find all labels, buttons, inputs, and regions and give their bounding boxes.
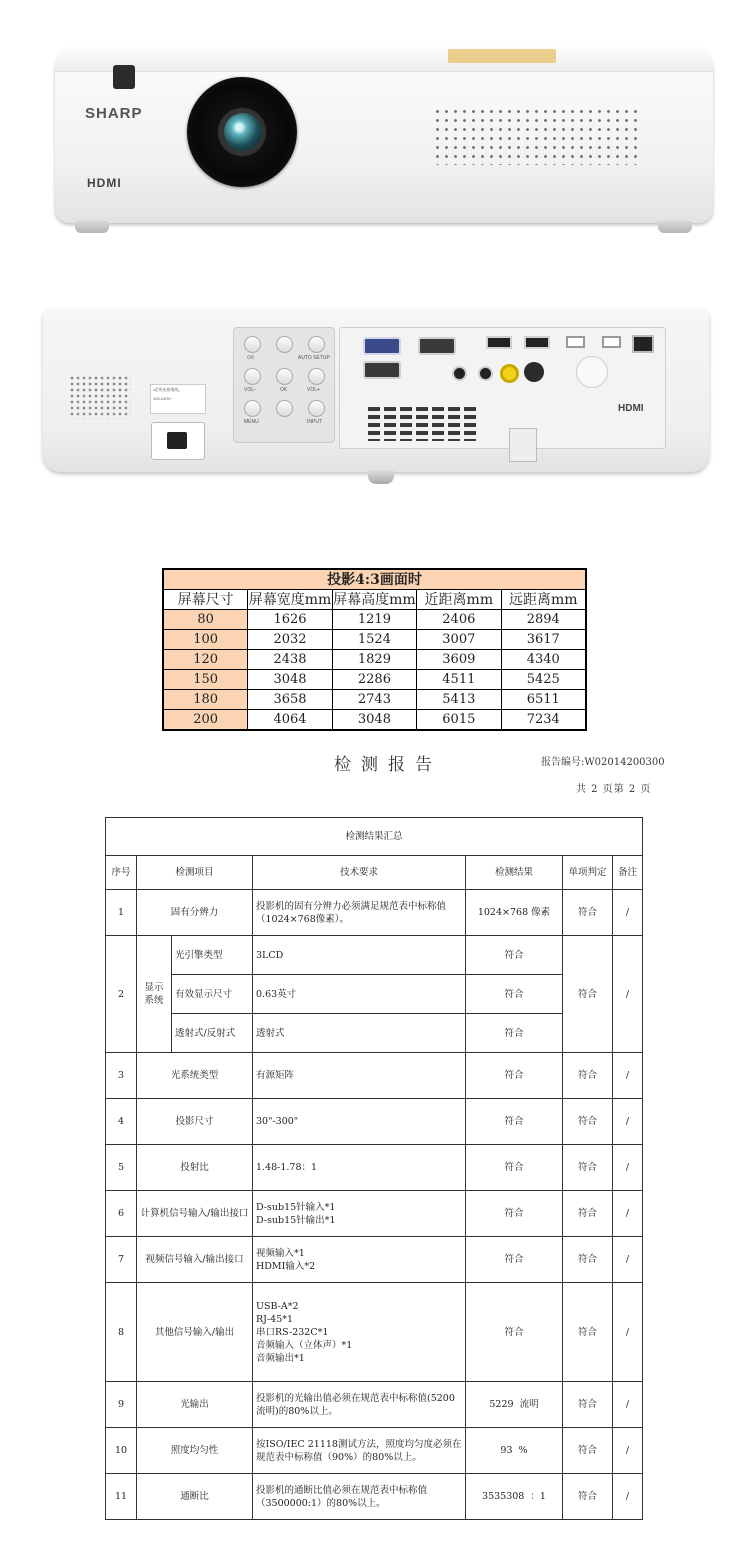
- row-result: 符合: [466, 1237, 563, 1283]
- table-row: [163, 610, 586, 630]
- auto-setup-label: AUTO SETUP: [298, 355, 330, 361]
- row-remark: /: [613, 1283, 643, 1382]
- projection-distance-table: [162, 568, 587, 731]
- cell-near: 5413: [417, 690, 501, 710]
- cell-height: 1219: [332, 610, 416, 630]
- table-row: [106, 1382, 643, 1428]
- row-remark: /: [613, 936, 643, 1053]
- row-requirement: 透射式: [253, 1014, 466, 1053]
- row-seq: 10: [106, 1428, 137, 1474]
- s-video-port-icon: [524, 362, 544, 382]
- row-requirement: 有源矩阵: [253, 1053, 466, 1099]
- cell-size: 200: [163, 710, 248, 731]
- table-row: [163, 670, 586, 690]
- brand-logo: SHARP: [85, 105, 143, 122]
- row-remark: /: [613, 890, 643, 936]
- row-result: 符合: [466, 1053, 563, 1099]
- table-row: [106, 936, 643, 975]
- cell-far: 2894: [501, 610, 586, 630]
- cell-width: 1626: [248, 610, 332, 630]
- input-button: [308, 400, 325, 417]
- row-judgement: 符合: [563, 1237, 613, 1283]
- row-seq: 2: [106, 936, 137, 1053]
- header-far-distance: 远距离mm: [501, 590, 586, 610]
- summary-title: 检测结果汇总: [106, 818, 643, 856]
- power-button: [244, 336, 261, 353]
- cell-width: 3658: [248, 690, 332, 710]
- cell-near: 3609: [417, 650, 501, 670]
- row-sub-item: 透射式/反射式: [172, 1014, 253, 1053]
- row-result: 符合: [466, 1099, 563, 1145]
- row-seq: 7: [106, 1237, 137, 1283]
- row-result: 1024×768 像素: [466, 890, 563, 936]
- row-judgement: 符合: [563, 1283, 613, 1382]
- row-requirement: 投影机的固有分辨力必须满足规范表中标称值（1024×768像素）。: [253, 890, 466, 936]
- auto-setup-button: [308, 336, 325, 353]
- distance-table-title: 投影4:3画面时: [163, 569, 586, 590]
- row-sub-item: 有效显示尺寸: [172, 975, 253, 1014]
- row-requirement: 30"-300": [253, 1099, 466, 1145]
- cell-width: 2032: [248, 630, 332, 650]
- vol-plus-label: VOL+: [307, 387, 320, 393]
- projector-foot-left: [75, 221, 109, 233]
- row-remark: /: [613, 1099, 643, 1145]
- usb1-port-icon: [566, 336, 585, 348]
- row-item: 其他信号输入/输出: [137, 1283, 253, 1382]
- cell-height: 2743: [332, 690, 416, 710]
- table-row: [106, 1191, 643, 1237]
- table-row: [106, 1053, 643, 1099]
- down-button: [276, 400, 293, 417]
- row-remark: /: [613, 1191, 643, 1237]
- req-line: D-sub15针输入*1: [256, 1201, 336, 1213]
- vol-minus-button: [244, 368, 261, 385]
- row-result: 符合: [466, 975, 563, 1014]
- test-results-table: [105, 817, 643, 1520]
- row-item: 计算机信号输入/输出接口: [137, 1191, 253, 1237]
- projector-front-photo: [55, 45, 713, 225]
- cell-near: 2406: [417, 610, 501, 630]
- row-sub-item: 光引擎类型: [172, 936, 253, 975]
- req-line: USB-A*2: [256, 1300, 299, 1312]
- row-remark: /: [613, 1145, 643, 1191]
- cell-near: 6015: [417, 710, 501, 731]
- projector-top-label: [448, 49, 556, 63]
- audio-in-jack-icon: [478, 366, 493, 381]
- menu-button: [244, 400, 261, 417]
- row-remark: /: [613, 1474, 643, 1520]
- back-speaker-grille-icon: [69, 375, 131, 419]
- row-judgement: 符合: [563, 936, 613, 1053]
- table-row: [163, 650, 586, 670]
- req-line: RJ-45*1: [256, 1313, 294, 1325]
- cell-height: 2286: [332, 670, 416, 690]
- table-row: [106, 1474, 643, 1520]
- row-seq: 3: [106, 1053, 137, 1099]
- cell-far: 7234: [501, 710, 586, 731]
- cell-height: 3048: [332, 710, 416, 731]
- cell-size: 120: [163, 650, 248, 670]
- header-result: 检测结果: [466, 856, 563, 890]
- row-item: 固有分辨力: [137, 890, 253, 936]
- cable-clip-icon: [509, 428, 537, 462]
- row-result: 符合: [466, 936, 563, 975]
- cell-width: 3048: [248, 670, 332, 690]
- table-row: [106, 1283, 643, 1382]
- audio-out-jack-icon: [452, 366, 467, 381]
- row-judgement: 符合: [563, 1428, 613, 1474]
- row-remark: /: [613, 1428, 643, 1474]
- req-line: D-sub15针输出*1: [256, 1214, 336, 1226]
- row-judgement: 符合: [563, 1145, 613, 1191]
- lens-glass-icon: [224, 113, 262, 151]
- cell-height: 1524: [332, 630, 416, 650]
- table-row: [106, 1237, 643, 1283]
- row-item: 投射比: [137, 1145, 253, 1191]
- cell-far: 3617: [501, 630, 586, 650]
- sticker-line-2: 100-240V~: [153, 396, 173, 401]
- ir-sensor-icon: [113, 65, 135, 89]
- cell-height: 1829: [332, 650, 416, 670]
- header-item: 检测项目: [137, 856, 253, 890]
- row-requirement: 3LCD: [253, 936, 466, 975]
- input-label: INPUT: [307, 419, 322, 425]
- row-result: 93 %: [466, 1428, 563, 1474]
- row-seq: 6: [106, 1191, 137, 1237]
- monitor-out-port-icon: [418, 337, 456, 355]
- row-result: 符合: [466, 1191, 563, 1237]
- cell-width: 4064: [248, 710, 332, 731]
- table-row: [106, 1428, 643, 1474]
- sticker-line-1: •必须连接地线。: [153, 387, 183, 392]
- req-line: 音频输入（立体声）*1: [256, 1339, 353, 1351]
- row-seq: 4: [106, 1099, 137, 1145]
- row-seq: 5: [106, 1145, 137, 1191]
- cell-near: 4511: [417, 670, 501, 690]
- cell-size: 180: [163, 690, 248, 710]
- ok-label: OK: [280, 387, 288, 393]
- row-requirement: [253, 1237, 466, 1283]
- table-row: [106, 1014, 643, 1053]
- req-line: 音频输出*1: [256, 1352, 305, 1364]
- row-requirement: 1.48-1.78：1: [253, 1145, 466, 1191]
- report-page-count: 共 2 页第 2 页: [576, 784, 652, 795]
- rs232c-port-icon: [363, 361, 401, 379]
- cell-far: 5425: [501, 670, 586, 690]
- table-row: [106, 975, 643, 1014]
- projector-top-edge: [55, 45, 713, 72]
- projector-back-photo: [43, 310, 709, 490]
- row-result: 3535308 ：1: [466, 1474, 563, 1520]
- security-lock-icon: [576, 356, 608, 388]
- row-judgement: 符合: [563, 890, 613, 936]
- cell-near: 3007: [417, 630, 501, 650]
- lan-port-icon: [632, 335, 654, 353]
- req-line: 视频输入*1: [256, 1247, 305, 1259]
- row-item: 通断比: [137, 1474, 253, 1520]
- row-group: 显示系统: [137, 936, 172, 1053]
- row-requirement: 0.63英寸: [253, 975, 466, 1014]
- header-screen-height: 屏幕高度mm: [333, 591, 416, 608]
- report-number: 报告编号:W02014200300: [541, 757, 665, 768]
- row-remark: /: [613, 1382, 643, 1428]
- row-seq: 1: [106, 890, 137, 936]
- projector-back-foot: [368, 470, 394, 484]
- row-seq: 9: [106, 1382, 137, 1428]
- hdmi2-port-icon: [524, 336, 550, 349]
- row-result: 符合: [466, 1145, 563, 1191]
- row-requirement: [253, 1283, 466, 1382]
- up-button: [276, 336, 293, 353]
- cell-size: 80: [163, 610, 248, 630]
- header-screen-size: 屏幕尺寸: [163, 590, 248, 610]
- power-label: ⏻/I: [247, 355, 254, 361]
- table-row: [106, 890, 643, 936]
- table-row: [106, 1145, 643, 1191]
- hdmi-logo: HDMI: [87, 176, 122, 190]
- row-result: 5229 流明: [466, 1382, 563, 1428]
- row-item: 光输出: [137, 1382, 253, 1428]
- header-requirement: 技术要求: [253, 856, 466, 890]
- row-judgement: 符合: [563, 1053, 613, 1099]
- req-line: 串口RS-232C*1: [256, 1326, 329, 1338]
- header-screen-width: 屏幕宽度mm: [248, 591, 332, 608]
- table-row: [163, 690, 586, 710]
- projector-foot-right: [658, 221, 692, 233]
- row-requirement: [253, 1191, 466, 1237]
- computer-in-port-icon: [363, 337, 401, 355]
- hdmi1-port-icon: [486, 336, 512, 349]
- row-judgement: 符合: [563, 1474, 613, 1520]
- control-panel: [233, 327, 335, 443]
- hdmi-logo-back: HDMI: [618, 403, 644, 414]
- speaker-grille-icon: [433, 107, 637, 165]
- row-remark: /: [613, 1237, 643, 1283]
- row-requirement: 投影机的光输出值必须在规范表中标称值(5200流明)的80%以上。: [253, 1382, 466, 1428]
- report-title: 检测报告: [334, 755, 442, 775]
- header-seq: 序号: [106, 856, 137, 890]
- table-row: [163, 710, 586, 731]
- req-line: HDMI输入*2: [256, 1260, 316, 1272]
- row-judgement: 符合: [563, 1191, 613, 1237]
- row-item: 光系统类型: [137, 1053, 253, 1099]
- cell-far: 4340: [501, 650, 586, 670]
- vol-plus-button: [308, 368, 325, 385]
- menu-label: MENU: [244, 419, 259, 425]
- table-row: [106, 1099, 643, 1145]
- row-seq: 8: [106, 1283, 137, 1382]
- vol-minus-label: VOL−: [244, 387, 257, 393]
- row-requirement: 按ISO/IEC 21118测试方法，照度均匀度必须在规范表中标称值（90%）的80%以上。: [253, 1428, 466, 1474]
- power-warning-sticker: [150, 384, 206, 414]
- cell-far: 6511: [501, 690, 586, 710]
- ok-button: [276, 368, 293, 385]
- row-result: 符合: [466, 1283, 563, 1382]
- header-near-distance: 近距离mm: [417, 590, 501, 610]
- exhaust-vent-icon: [368, 407, 480, 441]
- usb2-port-icon: [602, 336, 621, 348]
- row-item: 投影尺寸: [137, 1099, 253, 1145]
- row-result: 符合: [466, 1014, 563, 1053]
- row-item: 视频信号输入/输出接口: [137, 1237, 253, 1283]
- video-in-jack-icon: [500, 364, 519, 383]
- row-judgement: 符合: [563, 1099, 613, 1145]
- power-socket-icon: [151, 422, 205, 460]
- row-requirement: 投影机的通断比值必须在规范表中标称值（3500000:1）的80%以上。: [253, 1474, 466, 1520]
- row-item: 照度均匀性: [137, 1428, 253, 1474]
- cell-width: 2438: [248, 650, 332, 670]
- cell-size: 150: [163, 670, 248, 690]
- header-remark: 备注: [613, 856, 643, 890]
- cell-size: 100: [163, 630, 248, 650]
- header-judgement: 单项判定: [563, 856, 613, 890]
- row-seq: 11: [106, 1474, 137, 1520]
- row-remark: /: [613, 1053, 643, 1099]
- row-judgement: 符合: [563, 1382, 613, 1428]
- table-row: [163, 630, 586, 650]
